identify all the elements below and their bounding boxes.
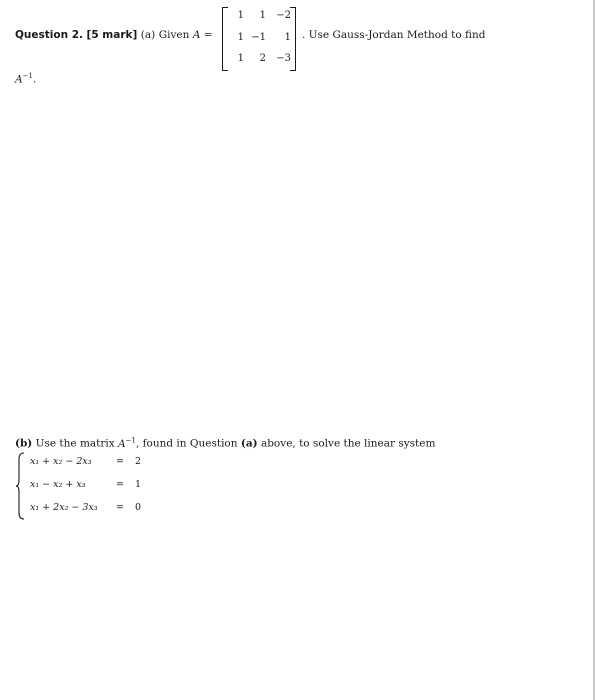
matrix-cell: −3 <box>276 53 291 64</box>
equation-lhs: x₁ − x₂ + x₃ <box>30 479 86 490</box>
linear-system <box>30 452 170 520</box>
matrix-a <box>222 7 296 69</box>
part-b-label: (b) <box>15 437 33 450</box>
matrix-variable: A = <box>192 29 213 41</box>
equation-sign: = <box>116 479 124 490</box>
matrix-cell: 1 <box>259 10 266 21</box>
equation-sign: = <box>116 456 124 467</box>
matrix-cell: 1 <box>237 53 244 64</box>
part-b-inverse-exp: −1 <box>125 436 136 444</box>
system-brace <box>15 452 25 520</box>
equation-rhs: 2 <box>135 456 142 467</box>
part-b-inverse <box>118 438 136 450</box>
equation-rhs: 0 <box>135 502 142 513</box>
matrix-cell: −1 <box>251 32 266 43</box>
matrix-cell: 1 <box>237 32 244 43</box>
matrix-cell: 1 <box>237 10 244 21</box>
part-b-text-before: Use the matrix <box>35 437 115 450</box>
equation-lhs: x₁ + 2x₂ − 3x₃ <box>30 502 98 513</box>
matrix-cell: 2 <box>259 53 266 64</box>
inverse-base: A <box>15 73 23 86</box>
matrix-cell: 1 <box>284 32 291 43</box>
matrix-cell: −2 <box>276 10 291 21</box>
given-text: Given <box>158 29 190 41</box>
part-b-inverse-base: A <box>118 437 126 450</box>
question-header <box>15 28 213 42</box>
equation-lhs: x₁ + x₂ − 2x₃ <box>30 456 92 467</box>
question-marks: [5 mark] <box>86 29 138 41</box>
question-label: Question 2. <box>15 29 84 41</box>
part-b-text-after: , found in Question <box>135 437 238 450</box>
part-b-ref: (a) <box>240 437 258 450</box>
inverse-exponent: −1 <box>22 72 33 80</box>
inverse-target <box>15 72 36 86</box>
equation-sign: = <box>116 502 124 513</box>
part-b-statement <box>15 436 435 450</box>
part-b-text-end: above, to solve the linear system <box>260 437 436 450</box>
part-a-label: (a) <box>140 29 156 41</box>
inverse-period: . <box>32 73 37 86</box>
instruction-text: . Use Gauss-Jordan Method to find <box>302 29 486 41</box>
equation-rhs: 1 <box>135 479 142 490</box>
